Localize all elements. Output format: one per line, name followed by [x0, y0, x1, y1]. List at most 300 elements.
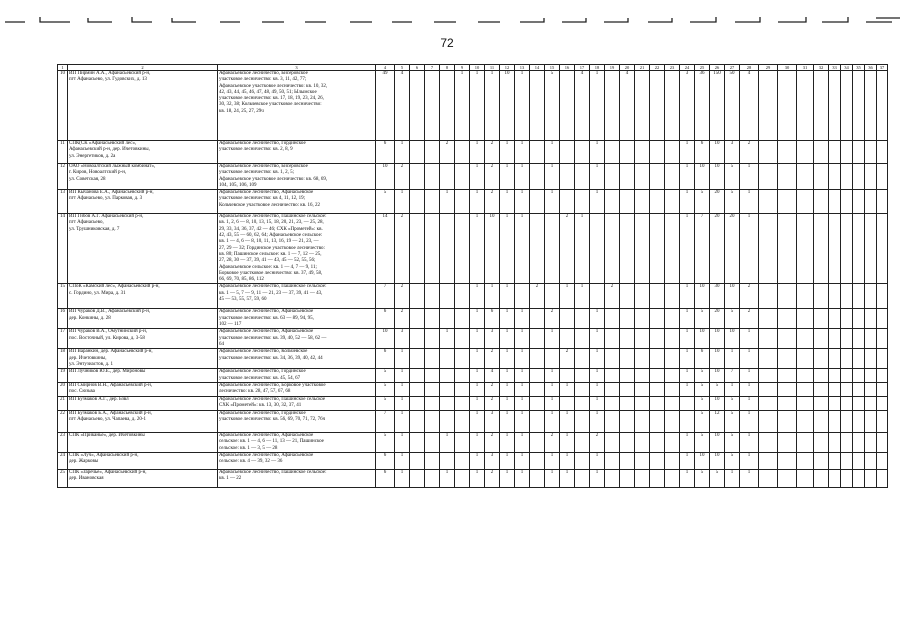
value-cell [605, 397, 620, 411]
value-cell [797, 383, 814, 397]
value-cell: 7 [695, 214, 710, 284]
value-cell [841, 329, 853, 349]
organization-cell: ИП Гибов А.Г. Афанасьевский р-н, пгт Афанасьево, ул. Трушниковская, д. 7 [68, 214, 218, 284]
value-cell: 1 [590, 397, 605, 411]
value-cell: 1 [395, 141, 410, 164]
value-cell [865, 411, 877, 433]
value-cell: 6 [695, 349, 710, 369]
forest-area-cell: Афанасьевское лесничество, Гординское участковое лесничество: кв. 56, 69, 70, 71, 72, 76ч [218, 411, 376, 433]
value-cell: 1 [575, 214, 590, 284]
value-cell [829, 452, 841, 469]
value-cell: 49 [376, 71, 395, 141]
value-cell [665, 397, 680, 411]
value-cell [778, 433, 797, 453]
organization-cell: ИП Лучников Ю.Е., дер. Мироновы [68, 369, 218, 383]
value-cell: 1 [395, 349, 410, 369]
value-cell: 1 [740, 349, 759, 369]
value-cell [605, 452, 620, 469]
value-cell: 5 [725, 164, 740, 190]
value-cell: 20 [710, 214, 725, 284]
value-cell [814, 164, 829, 190]
value-cell: 5 [725, 411, 740, 433]
value-cell: 1 [590, 164, 605, 190]
value-cell: 1 [560, 433, 575, 453]
column-number: 2 [68, 65, 218, 71]
value-cell [665, 214, 680, 284]
value-cell [560, 71, 575, 141]
table-row [58, 383, 888, 397]
value-cell: 1 [470, 397, 485, 411]
value-cell [797, 411, 814, 433]
value-cell: 1 [680, 141, 695, 164]
value-cell: 1 [470, 411, 485, 433]
value-cell [877, 190, 888, 214]
value-cell [829, 309, 841, 329]
organization-cell: СПоК «Камский лес», Афанасьевский р-н, с. Гордино, ул. Мира, д. 31 [68, 284, 218, 309]
value-cell: 5 [725, 190, 740, 214]
value-cell [665, 433, 680, 453]
value-cell: 1 [515, 469, 530, 487]
value-cell [759, 214, 778, 284]
row-number: 16 [58, 309, 68, 329]
value-cell: 1 [590, 141, 605, 164]
value-cell: 1 [500, 190, 515, 214]
value-cell [841, 214, 853, 284]
column-number: 35 [853, 65, 865, 71]
value-cell [665, 190, 680, 214]
value-cell [425, 284, 440, 309]
value-cell: 1 [590, 329, 605, 349]
value-cell [665, 349, 680, 369]
value-cell: 1 [485, 284, 500, 309]
value-cell: 5 [695, 369, 710, 383]
value-cell: 1 [500, 369, 515, 383]
value-cell [778, 349, 797, 369]
value-cell [530, 452, 545, 469]
value-cell [797, 71, 814, 141]
value-cell [853, 383, 865, 397]
value-cell [635, 452, 650, 469]
value-cell [620, 329, 635, 349]
value-cell [778, 214, 797, 284]
value-cell [455, 369, 470, 383]
value-cell: 20 [710, 309, 725, 329]
table-row [58, 71, 888, 141]
value-cell [841, 411, 853, 433]
value-cell: 2 [440, 141, 455, 164]
value-cell [605, 190, 620, 214]
value-cell: 2 [590, 433, 605, 453]
column-number: 7 [425, 65, 440, 71]
page-number: 72 [440, 36, 454, 50]
value-cell: 3 [485, 411, 500, 433]
value-cell: 1 [590, 411, 605, 433]
value-cell [530, 329, 545, 349]
value-cell: 1 [440, 433, 455, 453]
value-cell: 20 [710, 190, 725, 214]
organization-cell: СПК «Заречье», Афанасьевский р-н, дер. Ивановская [68, 469, 218, 487]
value-cell [410, 190, 425, 214]
organization-cell: ИП Пирмин А.А., Афанасьевский р-н, пгт Афанасьево, ул. Гудовских, д. 13 [68, 71, 218, 141]
value-cell [778, 452, 797, 469]
value-cell [778, 190, 797, 214]
value-cell [575, 141, 590, 164]
value-cell [650, 71, 665, 141]
value-cell [829, 284, 841, 309]
value-cell: 2 [485, 397, 500, 411]
value-cell: 1 [740, 383, 759, 397]
value-cell [650, 411, 665, 433]
value-cell: 10 [710, 433, 725, 453]
value-cell [455, 452, 470, 469]
value-cell [841, 164, 853, 190]
value-cell [841, 349, 853, 369]
value-cell [410, 71, 425, 141]
table-row [58, 411, 888, 433]
value-cell [877, 329, 888, 349]
value-cell [865, 469, 877, 487]
value-cell: 2 [740, 141, 759, 164]
value-cell: 2 [485, 349, 500, 369]
column-number: 37 [877, 65, 888, 71]
column-number: 29 [759, 65, 778, 71]
value-cell [759, 164, 778, 190]
value-cell [425, 369, 440, 383]
value-cell [814, 383, 829, 397]
value-cell: 1 [500, 452, 515, 469]
column-number: 13 [515, 65, 530, 71]
value-cell [620, 452, 635, 469]
value-cell: 2 [395, 214, 410, 284]
value-cell: 1 [440, 329, 455, 349]
value-cell [560, 190, 575, 214]
value-cell [797, 349, 814, 369]
value-cell: 20 [725, 214, 740, 284]
value-cell: 1 [725, 349, 740, 369]
value-cell: 2 [485, 164, 500, 190]
value-cell: 1 [560, 411, 575, 433]
value-cell [865, 329, 877, 349]
table-row [58, 452, 888, 469]
column-number: 8 [440, 65, 455, 71]
value-cell [590, 214, 605, 284]
organization-cell: ИП Чураков Д.В., Афанасьевский р-н, дер. Конкины, д. 28 [68, 309, 218, 329]
forest-area-cell: Афанасьевское лесничество, Афанасьевское участковое лесничество: кв. 63 — 89, 94, 95, 102 — 117 [218, 309, 376, 329]
value-cell: 1 [740, 433, 759, 453]
value-cell: 1 [680, 349, 695, 369]
table-row [58, 190, 888, 214]
forest-area-cell: Афанасьевское лесничество, Кольчевское участковое лесничество: кв. 34, 36, 39, 40, 42, 44 [218, 349, 376, 369]
value-cell: 1 [560, 452, 575, 469]
value-cell [814, 369, 829, 383]
value-cell: 5 [376, 369, 395, 383]
column-number: 9 [455, 65, 470, 71]
value-cell: 50 [725, 71, 740, 141]
value-cell [575, 329, 590, 349]
table-row [58, 433, 888, 453]
value-cell: 1 [515, 411, 530, 433]
value-cell [665, 284, 680, 309]
value-cell: 1 [545, 164, 560, 190]
value-cell: 1 [575, 284, 590, 309]
value-cell [665, 71, 680, 141]
value-cell [829, 329, 841, 349]
value-cell [530, 349, 545, 369]
value-cell [575, 469, 590, 487]
value-cell: 1 [725, 383, 740, 397]
value-cell [829, 349, 841, 369]
table-row [58, 141, 888, 164]
value-cell [759, 190, 778, 214]
value-cell [410, 164, 425, 190]
value-cell [841, 433, 853, 453]
value-cell: 1 [515, 452, 530, 469]
forest-area-cell: Афанасьевское лесничество, Афанасьевское сельское: кв. 4 — 39, 32 — 36 [218, 452, 376, 469]
value-cell [650, 164, 665, 190]
value-cell: 5 [376, 383, 395, 397]
value-cell [650, 469, 665, 487]
value-cell: 1 [680, 164, 695, 190]
value-cell [410, 411, 425, 433]
value-cell: 2 [485, 190, 500, 214]
value-cell [797, 329, 814, 349]
value-cell: 1 [680, 452, 695, 469]
value-cell [778, 411, 797, 433]
value-cell [865, 397, 877, 411]
value-cell: 5 [376, 433, 395, 453]
value-cell: 1 [395, 433, 410, 453]
value-cell [410, 369, 425, 383]
value-cell [650, 369, 665, 383]
value-cell: 1 [470, 383, 485, 397]
value-cell [620, 349, 635, 369]
value-cell [877, 141, 888, 164]
value-cell [635, 71, 650, 141]
value-cell: 1 [545, 141, 560, 164]
value-cell: 1 [545, 397, 560, 411]
value-cell [425, 71, 440, 141]
value-cell [841, 284, 853, 309]
value-cell [455, 141, 470, 164]
value-cell: 1 [500, 141, 515, 164]
value-cell [665, 329, 680, 349]
value-cell [665, 469, 680, 487]
value-cell: 1 [590, 383, 605, 397]
value-cell: 1 [545, 411, 560, 433]
value-cell [575, 397, 590, 411]
value-cell [853, 190, 865, 214]
value-cell [605, 411, 620, 433]
value-cell: 10 [710, 397, 725, 411]
value-cell [841, 452, 853, 469]
value-cell: 2 [485, 433, 500, 453]
value-cell [778, 284, 797, 309]
value-cell: 1 [470, 369, 485, 383]
value-cell [680, 397, 695, 411]
value-cell: 1 [680, 214, 695, 284]
value-cell: 5 [710, 383, 725, 397]
value-cell [605, 164, 620, 190]
value-cell: 1 [680, 383, 695, 397]
value-cell: 5 [376, 397, 395, 411]
value-cell: 6 [376, 469, 395, 487]
value-cell [853, 433, 865, 453]
row-number: 14 [58, 214, 68, 284]
value-cell [440, 214, 455, 284]
value-cell: 2 [545, 433, 560, 453]
value-cell [650, 349, 665, 369]
value-cell [410, 329, 425, 349]
value-cell: 3 [485, 329, 500, 349]
value-cell [650, 309, 665, 329]
value-cell [530, 433, 545, 453]
value-cell: 1 [740, 469, 759, 487]
value-cell [759, 329, 778, 349]
table-row [58, 284, 888, 309]
value-cell [425, 190, 440, 214]
value-cell: 1 [515, 141, 530, 164]
value-cell [440, 383, 455, 397]
value-cell [829, 411, 841, 433]
organization-cell: ИП Кычанова Е.А., Афанасьевский р-н, пгт Афанасьево, ул. Парковая, д. 3 [68, 190, 218, 214]
value-cell: 2 [605, 284, 620, 309]
value-cell [575, 309, 590, 329]
value-cell [440, 284, 455, 309]
forest-area-cell: Афанасьевское лесничество, Пашинское сельское: кв. 1, 2, 6 — 8, 10, 13, 15, 18, 20, 21, 23, — 25, 28, 29, 33, 34, 36, 37, 42 — 46; СХК «Прометей»: кв. 42, 43, 55 — 60, 62, 64; Афанасьевское сельское: кв. 1 — 4, 6 — 8, 10, 11, 13, 16, 19 — 21, 23, — 27, 29 — 32; Гординское участковое лесничество: кв. 80; Пашинское сельское: кв. 1 — 7, 12 — 25, 27, 28, 30 — 37, 39, 41 — 43, 45 — 52, 55, 56; Афанасьевское сельское: кв. 1 — 4, 7 — 9, 11; Борковое участковое лесничество: кв. 37, 49, 58, 66, 69, 70, 85, 86, 112 [218, 214, 376, 284]
value-cell [759, 411, 778, 433]
value-cell [759, 284, 778, 309]
organization-cell: ОАО «Новоалтский лыжный комбинат», г. Киров, Новоалтский р-н, ул. Советская, 28 [68, 164, 218, 190]
value-cell [665, 164, 680, 190]
value-cell [797, 397, 814, 411]
organization-cell: ИП Бузмаков А.Г., дер. Бзвл [68, 397, 218, 411]
value-cell: 5 [695, 411, 710, 433]
value-cell [410, 383, 425, 397]
value-cell: 1 [740, 452, 759, 469]
value-cell [841, 383, 853, 397]
value-cell: 1 [590, 469, 605, 487]
value-cell [635, 214, 650, 284]
value-cell [425, 469, 440, 487]
column-number: 17 [575, 65, 590, 71]
value-cell: 1 [470, 349, 485, 369]
value-cell [425, 349, 440, 369]
value-cell: 2 [740, 284, 759, 309]
value-cell: 5 [545, 71, 560, 141]
column-number: 6 [410, 65, 425, 71]
value-cell: 2 [395, 309, 410, 329]
value-cell [814, 214, 829, 284]
column-number: 27 [725, 65, 740, 71]
value-cell [814, 411, 829, 433]
column-number: 25 [695, 65, 710, 71]
value-cell [841, 71, 853, 141]
value-cell [778, 469, 797, 487]
value-cell: 5 [725, 433, 740, 453]
value-cell [829, 433, 841, 453]
column-number: 14 [530, 65, 545, 71]
value-cell [410, 214, 425, 284]
value-cell: 1 [470, 164, 485, 190]
value-cell [530, 383, 545, 397]
value-cell [440, 452, 455, 469]
value-cell [605, 71, 620, 141]
value-cell: 1 [470, 329, 485, 349]
value-cell: 1 [680, 309, 695, 329]
value-cell [829, 141, 841, 164]
value-cell [605, 469, 620, 487]
organization-cell: СПК «Луч», Афанасьевский р-н, дер. Жарковы [68, 452, 218, 469]
column-number: 32 [814, 65, 829, 71]
row-number: 10 [58, 71, 68, 141]
row-number: 17 [58, 329, 68, 349]
organization-cell: ИП Чураков В.А., Омутнинский р-н, пос. Восточный, ул. Кирова, д. 3-58 [68, 329, 218, 349]
organization-cell: СПК(СК «Афанасьевский лес», Афанасьевский р-н, дер. Ичетовкины, ул. Энергетиков, д. 2а [68, 141, 218, 164]
value-cell: 1 [725, 469, 740, 487]
value-cell: 36 [695, 71, 710, 141]
column-number: 15 [545, 65, 560, 71]
value-cell [814, 397, 829, 411]
value-cell: 1 [515, 309, 530, 329]
value-cell [410, 397, 425, 411]
value-cell [605, 329, 620, 349]
value-cell [605, 433, 620, 453]
value-cell [797, 164, 814, 190]
value-cell: 10 [710, 164, 725, 190]
value-cell: 1 [515, 190, 530, 214]
value-cell [440, 164, 455, 190]
value-cell [778, 309, 797, 329]
value-cell: 10 [695, 164, 710, 190]
value-cell [877, 469, 888, 487]
value-cell [530, 164, 545, 190]
value-cell: 7 [376, 284, 395, 309]
value-cell [605, 349, 620, 369]
value-cell [665, 369, 680, 383]
value-cell [425, 433, 440, 453]
value-cell [814, 141, 829, 164]
value-cell [865, 164, 877, 190]
value-cell: 1 [680, 190, 695, 214]
value-cell [797, 452, 814, 469]
value-cell: 4 [620, 71, 635, 141]
value-cell: 12 [710, 411, 725, 433]
value-cell [455, 433, 470, 453]
value-cell [425, 452, 440, 469]
value-cell: 6 [376, 452, 395, 469]
value-cell [590, 284, 605, 309]
value-cell [759, 309, 778, 329]
value-cell: 1 [740, 411, 759, 433]
value-cell [635, 433, 650, 453]
value-cell: 5 [695, 433, 710, 453]
value-cell [425, 141, 440, 164]
value-cell [635, 141, 650, 164]
value-cell: 4 [395, 71, 410, 141]
value-cell: 7 [376, 411, 395, 433]
table-row [58, 329, 888, 349]
value-cell [635, 329, 650, 349]
value-cell: 2 [485, 141, 500, 164]
value-cell: 10 [695, 452, 710, 469]
value-cell: 2 [395, 164, 410, 190]
value-cell: 2 [485, 383, 500, 397]
value-cell [877, 369, 888, 383]
value-cell: 1 [560, 383, 575, 397]
value-cell: 1 [680, 329, 695, 349]
value-cell [853, 309, 865, 329]
value-cell [829, 190, 841, 214]
